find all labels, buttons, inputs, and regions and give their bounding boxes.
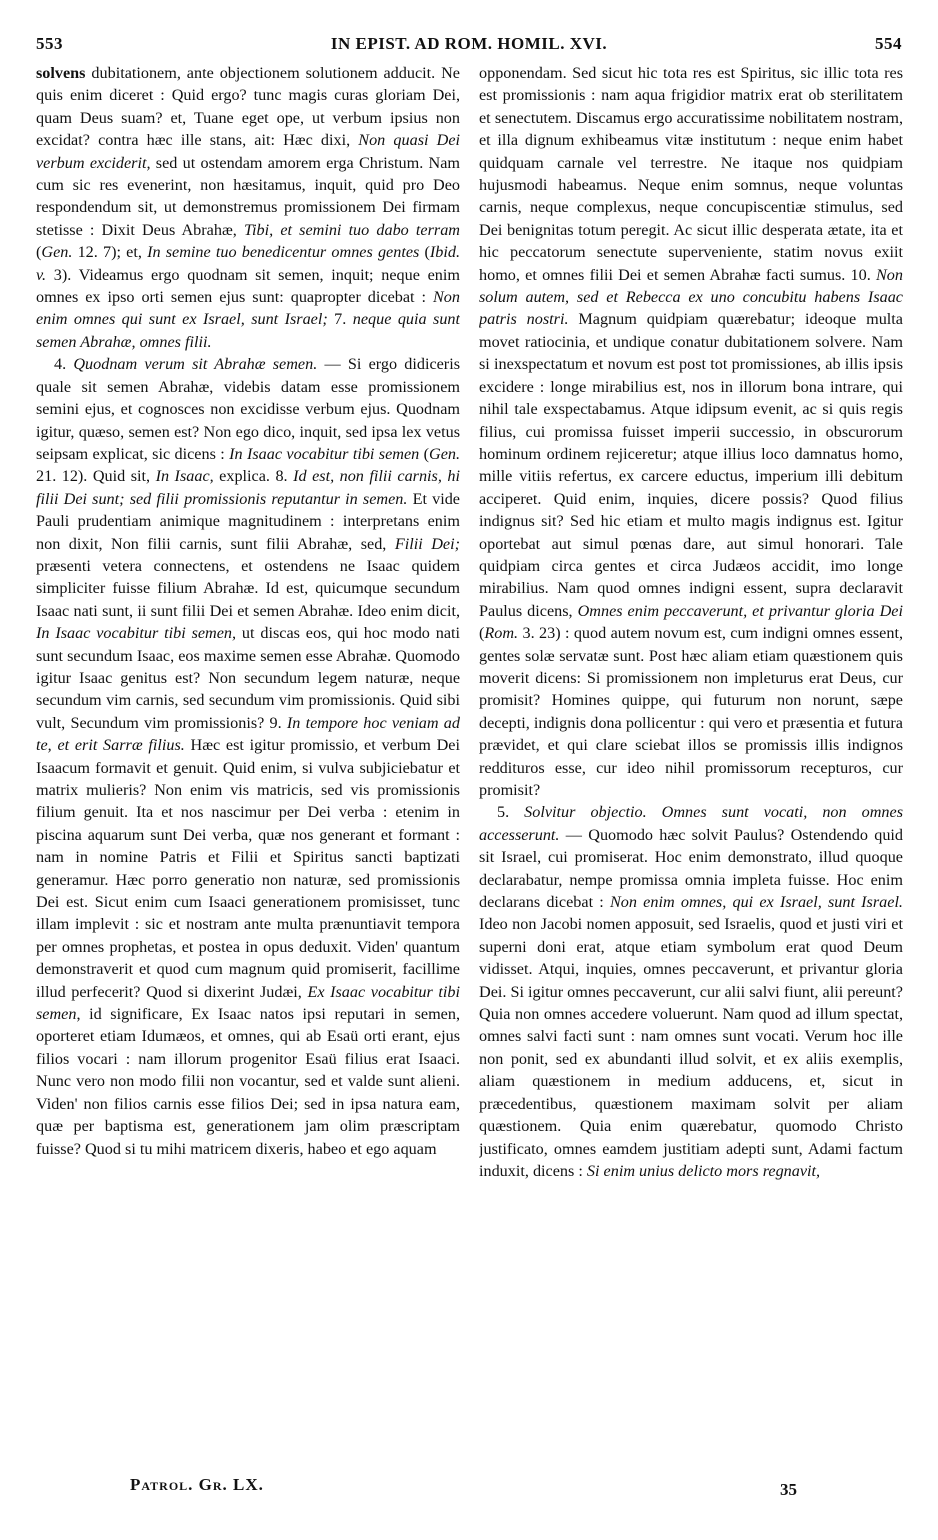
text-run: sed ut ostendam amorem erga Christum. Nam cum sic res evenerint, non hæsitamus, inquit, quid pro Deo respondendum sit, ut demonstremus promissionem Dei firmam stetisse : Dixit Deus Abrahæ,	[36, 153, 460, 239]
text-run: 5.	[497, 803, 525, 822]
text-run: (	[419, 444, 429, 463]
paragraph	[36, 353, 460, 1160]
paragraph	[36, 62, 460, 353]
italic-text-run: Non quasi Dei verbum exciderit,	[36, 131, 460, 172]
italic-text-run: Tibi, et semini tuo dabo terram	[243, 220, 460, 239]
italic-text-run: Solvitur objectio. Omnes sunt vocati, non omnes accesserunt.	[479, 803, 903, 844]
italic-text-run: Ex Isaac vocabitur tibi semen	[36, 982, 460, 1024]
italic-text-run: Gen.	[41, 243, 73, 262]
italic-text-run: Filii Dei;	[394, 534, 460, 553]
sheet-number: 35	[780, 1480, 797, 1499]
paragraph	[479, 62, 903, 801]
page-number-left: 553	[36, 34, 63, 53]
text-run: (	[36, 243, 42, 262]
italic-text-run: Quodnam verum sit Abrahæ semen.	[73, 355, 318, 374]
text-run: 3). Videamus ergo quodnam sit semen, inquit; neque enim omnes ex ipso orti semen ejus sunt: quapropter dicebat :	[36, 265, 460, 307]
italic-text-run: In tempore hoc veniam ad te, et erit Sarræ filius.	[36, 713, 460, 755]
italic-text-run: In Isaac vocabitur tibi semen,	[36, 624, 237, 643]
italic-text-run: In semine tuo benedicentur omnes gentes	[147, 243, 420, 262]
italic-text-run: Non enim omnes, qui ex Israel, sunt Israel.	[609, 893, 903, 912]
page-number-right: 554	[875, 34, 902, 53]
text-run: — Si ergo didiceris quale sit semen Abrahæ, videbis datam esse promissionem semini ejus, et cognosces non excidisse verbum ejus. Quodnam igitur, quæso, semen est? Non ego dico, inquit, sed ipsa lex vetus seipsam explicat, sic dicens :	[36, 355, 460, 463]
text-run: Hæc est igitur promissio, et verbum Dei Isaacum formavit et genuit. Quid enim, si vulva subjiciebatur et matrix mulieris? Non enim vis matricis, sed vis promissionis filium genuit. Ita et nos nascimur per Dei verba : etenim in piscina aquarum sunt Dei verba, quæ nos generant et formant : nam in nomine Patris et Filii et Spiritus sancti baptizati generamur. Hæc porro generatio non naturæ, sed promissionis Dei est. Sicut enim cum Isaaci generationem promisisset, tunc illam implevit : sic et nostram ante multa prænuntiavit tempora per omnes prophetas, et postea in opus deduxit. Viden' quantum demonstraverit et quod cum magnum quid promiserit, facillime illud perfecerit? Quod si dixerint Judæi,	[36, 736, 460, 1001]
text-run: Ideo non Jacobi nomen apposuit, sed Israelis, quod et justi viri et superni doni erat, atque etiam symbolum erat quod Deum vidisset. Atqui, inquies, omnes peccaverunt, et privantur gloria Dei. Si igitur omnes peccaverunt, cur alii salvi fiunt, alii pereunt? Quia non omnes accedere voluerunt. Nam quod ad illum spectat, omnes salvi facti sunt : nam omnes sunt vocati. Verum hoc ille non ponit, sed ex abundanti illud solvit, et ex aliis exemplis, aliam quæstionem in medium adducens, et, sicut in præcedentibus, quæstionem maximam solvit per aliam quæstionem. Quia enim quærebatur, quomodo Christo justificato, omnes eamdem justitiam adepti sunt, Adami factum induxit, dicens :	[479, 915, 903, 1180]
left-text-column	[36, 62, 460, 1470]
italic-text-run: Omnes enim peccaverunt, et privantur gloria Dei	[577, 601, 903, 620]
text-run: 7.	[327, 310, 353, 329]
text-run: Magnum quidpiam quærebatur; ideoque multa movet ratiocinia, et undique conatur dubitationem solvere. Nam si inexspectatum et novum est post tot promissiones, ab illis ipsis excidere : longe mirabilius est, nos in illorum bona intrare, qui nihil tale exspectabamus. Atque idipsum evenit, ac si quis regis filius, cui promissa fuisset imperii successio, in obscurorum hominum ordinem rejiceretur; atque illius loco damnatus homo, mille vitiis refertus, ex carcere eductus, imperium illi debitum acciperet. Quid enim, inquies, dicere possis? Quod filius indignus sit? Sed hic etiam et multo magis indignus est. Igitur oportebat aut simul pœnas dare, aut simul honorari. Tale quidpiam circa gentes et circa Judæos accidit, imo longe mirabilius. Nam quod omnes indigni essent, supra declaravit Paulus dicens,	[479, 310, 903, 620]
text-run: 21. 12). Quid sit,	[36, 467, 156, 486]
italic-text-run: Non solum autem, sed et Rebecca ex uno concubitu habens Isaac patris nostri.	[479, 265, 903, 329]
text-run: Et vide Pauli prudentiam animique magnitudinem : interpretans enim non dixit, Non filii carnis, sunt filii Abrahæ, sed,	[36, 489, 460, 553]
running-title: IN EPIST. AD ROM. HOMIL. XVI.	[330, 34, 608, 53]
italic-text-run: neque quia sunt semen Abrahæ, omnes filii.	[36, 310, 460, 351]
italic-text-run: Rom.	[484, 624, 519, 643]
text-run: opponendam. Sed sicut hic tota res est Spiritus, sic illic tota res est promissionis : nam aqua frigidior matrix erat ob sterilitatem et senectutem. Discamus ergo accuratissime nobilitatem nostram, et illa dignum exhibeamus vitæ institutum : neque enim habet quidquam carnale vel terrestre. Ne itaque nos quidpiam hujusmodi habeamus. Neque enim somnus, neque voluntas carnis, neque complexus, neque concupiscentiæ stimulus, sed Dei benignitas totum peregit. Ac sicut illic desperata ætate, ita et hic peccatorum senectute superveniente, statim novus exiit homo, et omnes filii Dei et semen Abrahæ facti sumus. 10.	[479, 64, 903, 284]
text-run: 4.	[54, 355, 74, 374]
text-run: dubitationem, ante objectionem solutionem adducit. Ne quis enim diceret : Quid ergo? tunc magis curas gloriam Dei, quam Deus suam? et, Tuane eget ope, ut verbum ipsius non excidat? contra hæc ille stans, ait: Hæc dixi,	[36, 64, 460, 150]
paragraph	[479, 801, 903, 1182]
bold-text-run: solvens	[36, 64, 86, 82]
italic-text-run: In Isaac,	[155, 467, 214, 486]
running-head	[36, 34, 902, 56]
italic-text-run: Non enim omnes qui sunt ex Israel, sunt Israel;	[36, 288, 460, 329]
text-run: (	[479, 624, 485, 643]
right-text-column	[479, 62, 903, 1474]
text-run: 3. 23) : quod autem novum est, cum indigni omnes essent, gentes solæ servatæ sunt. Post hæc aliam etiam quæstionem quis moverit dicens: Si promissionem non impleturus erat Deus, cur promisit? Homines quippe, qui futurum non norunt, sæpe decepti, indignis dona pollicentur : qui vero et præsentia et futura prævidet, et qui clare sciebat illos se promissis illis indignos reddituros esse, cur ideo nihil promissorum recepturos, cur promisit?	[479, 624, 903, 799]
italic-text-run: Id est, non filii carnis, hi filii Dei sunt; sed filii promissionis reputantur in semen.	[36, 467, 460, 508]
text-run: præsenti vetera connectens, et ostendens ne Isaac quidem simpliciter fuisse filium Abrahæ. Id est, quicumque secundum Isaac nati sunt, ii sunt filii Dei et semen Abrahæ. Ideo enim dicit,	[36, 556, 460, 620]
text-run: explica. 8.	[213, 467, 294, 486]
italic-text-run: Ibid. v.	[36, 243, 460, 284]
text-run: 12. 7); et,	[72, 243, 148, 262]
volume-signature: Patrol. Gr. LX.	[130, 1475, 264, 1494]
italic-text-run: Si enim unius delicto mors regnavit,	[586, 1161, 821, 1180]
italic-text-run: Gen.	[429, 444, 460, 463]
text-run: (	[419, 243, 430, 262]
text-run: ut discas eos, qui hoc modo nati sunt secundum Isaac, eos maxime semen esse Abrahæ. Quomodo igitur Isaac genitus est? Non secundum legem naturæ, neque secundum vim carnis, sed secundum vim promissionis. Quid sibi vult, Secundum vim promissionis? 9.	[36, 624, 460, 732]
text-run: — Quomodo hæc solvit Paulus? Ostendendo quid sit Israel, cui promiserat. Hoc enim demonstrato, illud quoque declarabatur, nempe promissa omnia impleta fuisse. Hoc enim declarans dicebat :	[479, 825, 903, 912]
text-run: , id significare, Ex Isaac natos ipsi reputari in semen, oporteret etiam Idumæos, et omnes, qui ab Esaü orti erant, ejus filios vocari : nam illorum progenitor Esaü filius erat Isaaci. Nunc vero non modo filii non vocantur, sed et valde sunt alieni. Viden' non filios carnis esse filios Dei; sed in ipsa natura eam, quæ per baptisma est, generationem jam olim præscriptam fuisse? Quod si tu mihi matricem dixeris, habeo et ego aquam	[36, 1005, 460, 1158]
italic-text-run: In Isaac vocabitur tibi semen	[229, 444, 420, 463]
